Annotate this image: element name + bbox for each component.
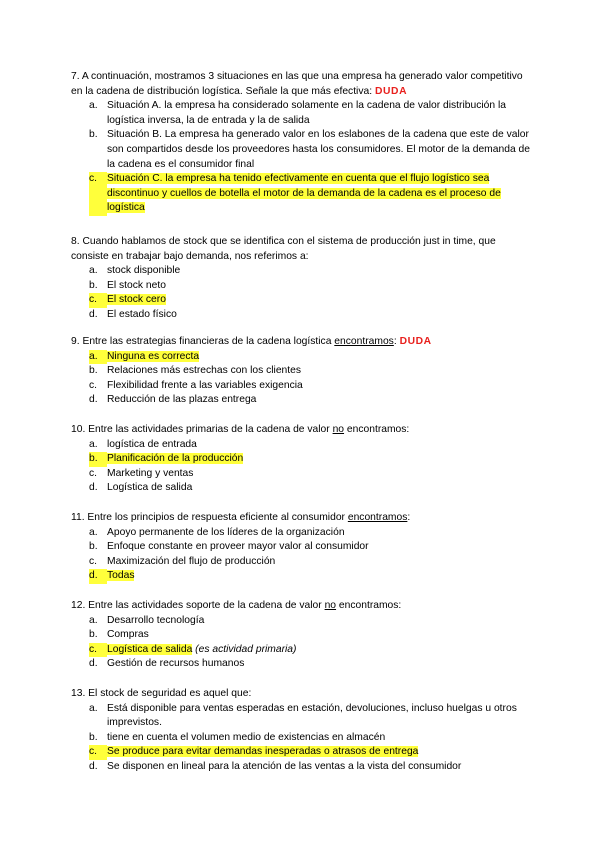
- option-b: b. Compras: [89, 629, 149, 641]
- option-list: [71, 264, 533, 322]
- question-7: [71, 70, 533, 216]
- option-d: d. Gestión de recursos humanos: [89, 658, 245, 670]
- option-d: d. Se disponen en lineal para la atención de las ventas a la vista del consumidor: [89, 760, 462, 772]
- question-text: 7. A continuación, mostramos 3 situaciones en las que una empresa ha generado valor competitivo en la cadena de distribución logística. Señale la que más efectiva: DUDA: [71, 71, 523, 97]
- option-b-highlighted-answer: b. Planificación de la producción: [89, 452, 533, 467]
- option-a-highlighted-answer: a. Ninguna es correcta: [89, 350, 533, 365]
- question-text: 8. Cuando hablamos de stock que se identifica con el sistema de producción just in time, que consiste en trabajar bajo demanda, nos referimos a:: [71, 236, 496, 262]
- question-text: 12. Entre las actividades soporte de la cadena de valor no encontramos:: [71, 600, 402, 611]
- question-9: [71, 335, 533, 408]
- question-12: [71, 599, 533, 672]
- question-text: 10. Entre las actividades primarias de la cadena de valor no encontramos:: [71, 424, 410, 435]
- option-list: [71, 526, 533, 584]
- option-c: c. Flexibilidad frente a las variables exigencia: [89, 379, 303, 391]
- question-10: [71, 423, 533, 496]
- option-c-highlighted-answer: c. Logística de salida (es actividad primaria): [89, 643, 533, 658]
- option-list: [71, 702, 533, 775]
- question-text: 9. Entre las estrategias financieras de la cadena logística encontramos: DUDA: [71, 336, 432, 347]
- option-d: d. Reducción de las plazas entrega: [89, 394, 257, 406]
- option-d-highlighted-answer: d. Todas: [89, 569, 533, 584]
- option-a: a. Está disponible para ventas esperadas en estación, devoluciones, incluso huelgas u otros imprevistos.: [89, 702, 517, 729]
- option-c: c. Marketing y ventas: [89, 467, 194, 479]
- option-b: b. El stock neto: [89, 279, 166, 291]
- option-b: b. tiene en cuenta el volumen medio de existencias en almacén: [89, 731, 386, 743]
- option-a: a. Desarrollo tecnología: [89, 614, 205, 626]
- option-list: [71, 614, 533, 672]
- option-list: [71, 350, 533, 408]
- option-c-highlighted-answer: c. El stock cero: [89, 293, 533, 308]
- option-list: [71, 438, 533, 496]
- question-13: [71, 687, 533, 775]
- option-c-highlighted-answer: c. Situación C. la empresa ha tenido efectivamente en cuenta que el flujo logístico sea discontinuo y cuellos de botella el motor de la demanda de la cadena es el proceso de logística: [89, 172, 533, 216]
- question-8: [71, 235, 533, 323]
- option-b: b. Situación B. La empresa ha generado valor en los eslabones de la cadena que este de valor son compartidos desde los proveedores hasta los consumidores. El motor de la demanda de la cadena es el consumidor final: [89, 129, 530, 170]
- question-text: 13. El stock de seguridad es aquel que:: [71, 688, 252, 699]
- option-c-highlighted-answer: c. Se produce para evitar demandas inesperadas o atrasos de entrega: [89, 745, 533, 760]
- doubt-tag: DUDA: [374, 85, 408, 97]
- option-b: b. Relaciones más estrechas con los clientes: [89, 365, 302, 377]
- option-note: (es actividad primaria): [195, 643, 297, 655]
- option-a: a. stock disponible: [89, 265, 181, 277]
- option-a: a. logística de entrada: [89, 438, 197, 450]
- option-a: a. Apoyo permanente de los líderes de la organización: [89, 526, 345, 538]
- option-c: c. Maximización del flujo de producción: [89, 555, 276, 567]
- option-d: d. Logística de salida: [89, 482, 193, 494]
- question-text: 11. Entre los principios de respuesta eficiente al consumidor encontramos:: [71, 512, 411, 523]
- question-11: [71, 511, 533, 584]
- doubt-tag: DUDA: [399, 336, 432, 347]
- option-d: d. El estado físico: [89, 308, 177, 320]
- option-a: a. Situación A. la empresa ha considerado solamente en la cadena de valor distribución la logística inversa, la de entrada y la de salida: [89, 100, 506, 126]
- option-list: [71, 99, 533, 216]
- option-b: b. Enfoque constante en proveer mayor valor al consumidor: [89, 541, 369, 553]
